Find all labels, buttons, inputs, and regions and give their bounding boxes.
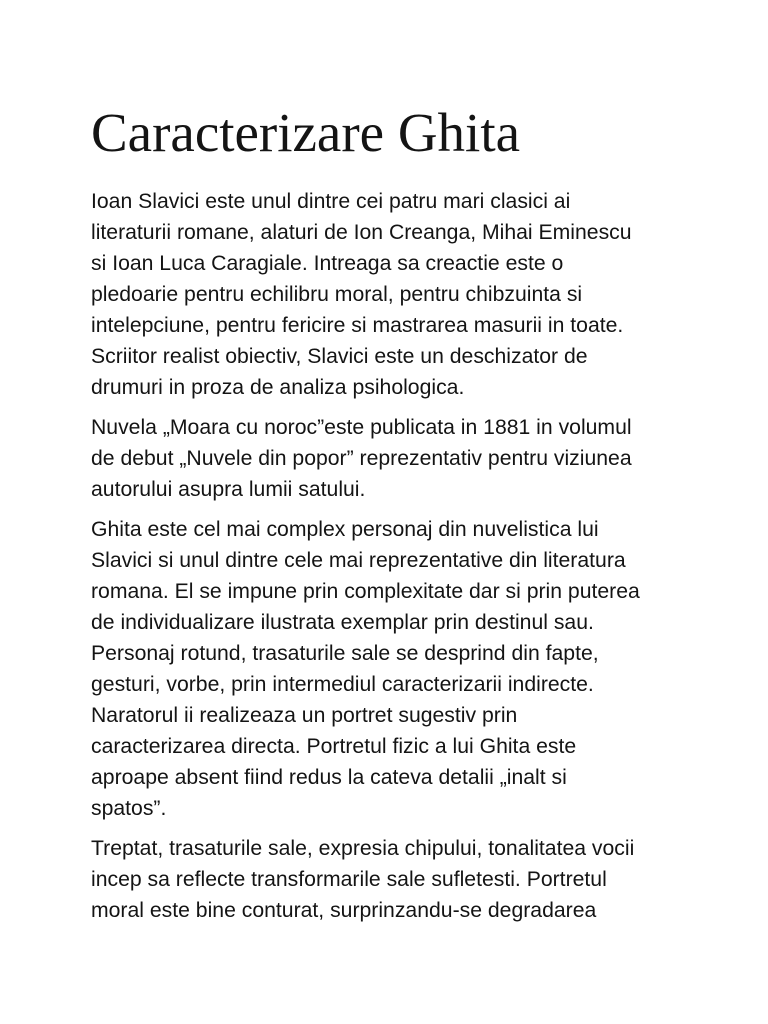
text-line: pledoarie pentru echilibru moral, pentru chibzuinta si bbox=[91, 283, 583, 306]
text-line: Ioan Slavici este unul dintre cei patru mari clasici ai bbox=[91, 190, 571, 213]
paragraph-1 bbox=[91, 186, 691, 403]
text-line: Treptat, trasaturile sale, expresia chipului, tonalitatea vocii bbox=[91, 837, 635, 860]
text-line: Slavici si unul dintre cele mai reprezentative din literatura bbox=[91, 549, 626, 572]
text-line: romana. El se impune prin complexitate dar si prin puterea bbox=[91, 580, 640, 603]
text-line: spatos”. bbox=[91, 797, 167, 820]
paragraph-4 bbox=[91, 833, 691, 926]
text-line: incep sa reflecte transformarile sale sufletesti. Portretul bbox=[91, 868, 607, 891]
text-line: Nuvela „Moara cu noroc”este publicata in 1881 in volumul bbox=[91, 416, 632, 439]
text-line: literaturii romane, alaturi de Ion Creanga, Mihai Eminescu bbox=[91, 221, 632, 244]
text-line: autorului asupra lumii satului. bbox=[91, 478, 366, 501]
text-line: gesturi, vorbe, prin intermediul caracterizarii indirecte. bbox=[91, 673, 594, 696]
text-line: caracterizarea directa. Portretul fizic a lui Ghita este bbox=[91, 735, 577, 758]
text-line: Ghita este cel mai complex personaj din nuvelistica lui bbox=[91, 518, 599, 541]
text-line: Personaj rotund, trasaturile sale se desprind din fapte, bbox=[91, 642, 599, 665]
text-line: moral este bine conturat, surprinzandu-se degradarea bbox=[91, 899, 597, 922]
text-line: de debut „Nuvele din popor” reprezentativ pentru viziunea bbox=[91, 447, 632, 470]
text-line: si Ioan Luca Caragiale. Intreaga sa creactie este o bbox=[91, 252, 564, 275]
text-line: drumuri in proza de analiza psihologica. bbox=[91, 376, 465, 399]
page-title: Caracterizare Ghita bbox=[91, 102, 521, 163]
document-body bbox=[91, 186, 691, 935]
paragraph-3 bbox=[91, 514, 691, 824]
text-line: intelepciune, pentru fericire si mastrarea masurii in toate. bbox=[91, 314, 624, 337]
text-line: de individualizare ilustrata exemplar prin destinul sau. bbox=[91, 611, 594, 634]
paragraph-2 bbox=[91, 412, 691, 505]
text-line: Scriitor realist obiectiv, Slavici este un deschizator de bbox=[91, 345, 588, 368]
text-line: Naratorul ii realizeaza un portret sugestiv prin bbox=[91, 704, 518, 727]
text-line: aproape absent fiind redus la cateva detalii „inalt si bbox=[91, 766, 567, 789]
